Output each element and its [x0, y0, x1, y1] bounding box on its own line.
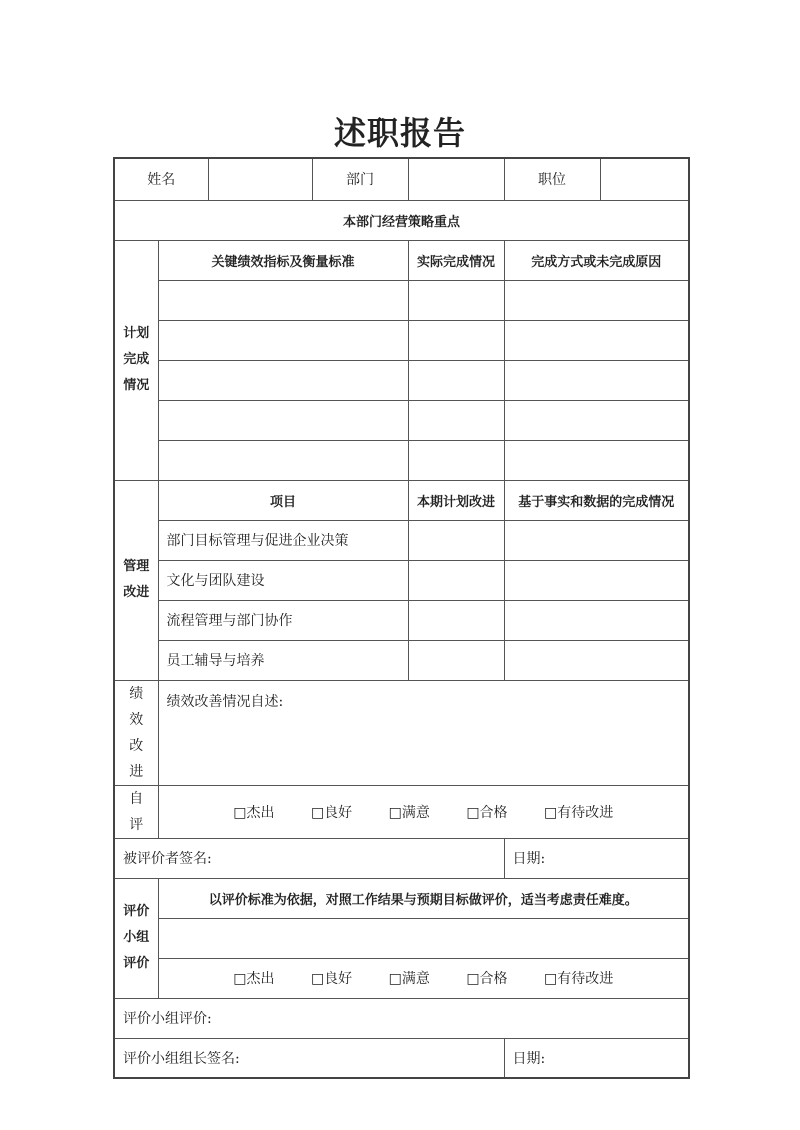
evaluatee-date-label[interactable]: 日期: [504, 838, 689, 878]
mgmt-col-result: 基于事实和数据的完成情况 [504, 480, 689, 520]
evaluatee-sign-label[interactable]: 被评价者签名: [114, 838, 504, 878]
position-field[interactable] [600, 158, 689, 200]
mgmt-cell-plan[interactable] [408, 600, 504, 640]
mgmt-item-label: 文化与团队建设 [158, 560, 408, 600]
group-eval-options [158, 958, 689, 998]
plan-cell-method[interactable] [504, 400, 689, 440]
group-eval-blank-row[interactable] [158, 918, 689, 958]
leader-sign-label[interactable]: 评价小组组长签名: [114, 1038, 504, 1078]
mgmt-cell-result[interactable] [504, 600, 689, 640]
group-eval-side-label: 评价 小组 评价 [114, 878, 158, 998]
name-field[interactable] [208, 158, 312, 200]
self-eval-label: 自评 [114, 785, 158, 838]
group-eval-option-qualified[interactable]: □合格 [466, 971, 508, 987]
mgmt-cell-result[interactable] [504, 640, 689, 680]
plan-cell-kpi[interactable] [158, 320, 408, 360]
mgmt-item-label: 部门目标管理与促进企业决策 [158, 520, 408, 560]
plan-cell-kpi[interactable] [158, 280, 408, 320]
self-eval-option-satisfactory[interactable]: □满意 [388, 804, 430, 821]
performance-side-label: 绩效 改进 [114, 680, 158, 785]
plan-cell-method[interactable] [504, 320, 689, 360]
plan-col-kpi: 关键绩效指标及衡量标准 [158, 240, 408, 280]
position-label: 职位 [504, 158, 600, 200]
leader-date-label[interactable]: 日期: [504, 1038, 689, 1078]
mgmt-cell-result[interactable] [504, 560, 689, 600]
group-eval-option-needs-improvement[interactable]: □有待改进 [544, 971, 614, 987]
plan-row [114, 320, 689, 360]
performance-self-statement[interactable]: 绩效改善情况自述: [158, 680, 689, 785]
group-eval-option-good[interactable]: □良好 [310, 971, 353, 987]
plan-cell-kpi[interactable] [158, 440, 408, 480]
plan-cell-method[interactable] [504, 360, 689, 400]
plan-cell-method[interactable] [504, 440, 689, 480]
plan-cell-actual[interactable] [408, 280, 504, 320]
group-eval-option-satisfactory[interactable]: □满意 [388, 971, 430, 987]
plan-cell-actual[interactable] [408, 320, 504, 360]
mgmt-side-label: 管理 改进 [114, 480, 158, 680]
mgmt-cell-result[interactable] [504, 520, 689, 560]
self-eval-options [158, 785, 689, 838]
mgmt-item-label: 员工辅导与培养 [158, 640, 408, 680]
plan-row [114, 280, 689, 320]
mgmt-row [114, 560, 689, 600]
mgmt-col-plan: 本期计划改进 [408, 480, 504, 520]
self-eval-option-outstanding[interactable]: □杰出 [233, 804, 275, 821]
plan-row [114, 400, 689, 440]
page-title: 述职报告 [333, 114, 466, 152]
plan-cell-actual[interactable] [408, 360, 504, 400]
group-eval-instruction: 以评价标准为依据，对照工作结果与预期目标做评价，适当考虑责任难度。 [158, 878, 689, 918]
plan-row [114, 360, 689, 400]
plan-side-label: 计划 完成 情况 [114, 240, 158, 480]
plan-col-method: 完成方式或未完成原因 [504, 240, 689, 280]
strategy-heading: 本部门经营策略重点 [114, 200, 689, 240]
report-form [113, 157, 690, 1079]
mgmt-row [114, 600, 689, 640]
plan-cell-actual[interactable] [408, 400, 504, 440]
self-eval-option-good[interactable]: □良好 [310, 804, 353, 821]
mgmt-cell-plan[interactable] [408, 520, 504, 560]
dept-label: 部门 [312, 158, 408, 200]
name-label: 姓名 [114, 158, 208, 200]
self-eval-option-needs-improvement[interactable]: □有待改进 [544, 804, 614, 821]
group-eval-option-outstanding[interactable]: □杰出 [233, 971, 275, 987]
header-row [114, 158, 689, 200]
dept-field[interactable] [408, 158, 504, 200]
mgmt-item-label: 流程管理与部门协作 [158, 600, 408, 640]
mgmt-cell-plan[interactable] [408, 640, 504, 680]
plan-cell-actual[interactable] [408, 440, 504, 480]
self-eval-option-qualified[interactable]: □合格 [466, 804, 508, 821]
plan-row [114, 440, 689, 480]
mgmt-row [114, 520, 689, 560]
plan-cell-method[interactable] [504, 280, 689, 320]
group-comment-label[interactable]: 评价小组评价: [114, 998, 689, 1038]
plan-cell-kpi[interactable] [158, 400, 408, 440]
mgmt-cell-plan[interactable] [408, 560, 504, 600]
mgmt-row [114, 640, 689, 680]
plan-cell-kpi[interactable] [158, 360, 408, 400]
mgmt-col-item: 项目 [158, 480, 408, 520]
plan-col-actual: 实际完成情况 [408, 240, 504, 280]
